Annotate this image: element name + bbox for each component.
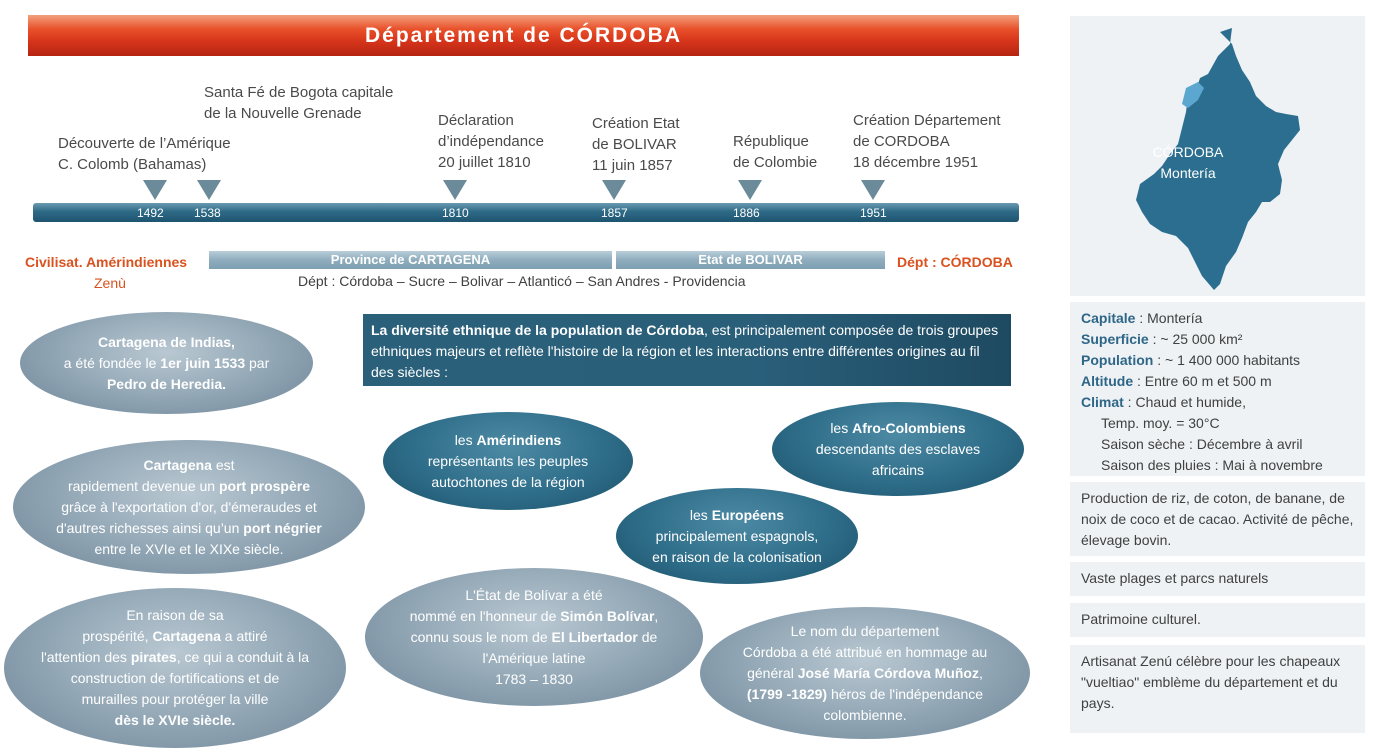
fact-value: Saison sèche : Décembre à avril (1101, 436, 1303, 452)
bubble-text: les (454, 431, 477, 448)
timeline-marker-1886 (738, 180, 762, 200)
bubble-text: principalement espagnols, (655, 527, 819, 544)
bubble-text: port négrier (243, 519, 322, 536)
fact-value: : Montería (1135, 310, 1203, 326)
bubble-text: grâce à l'exportation d'or, d'émeraudes et (61, 498, 317, 515)
event-text: C. Colomb (Bahamas) (58, 156, 207, 173)
timeline-event-1857 (592, 113, 680, 176)
fact-value: : Chaud et humide, (1123, 394, 1246, 410)
dept-list: Dépt : Córdoba – Sucre – Bolivar – Atlanticó – San Andres - Providencia (298, 273, 746, 289)
bubble-text: En raison de sa (126, 607, 224, 623)
bubble-text: Le nom du département (790, 622, 940, 639)
timeline-event-1538 (204, 82, 393, 124)
bubble-text: autochtones de la région (431, 473, 585, 490)
bubble-text: les (689, 506, 712, 523)
bubble-text: a été fondée le (63, 354, 161, 371)
bubble-text: général (747, 664, 798, 681)
plages-box: Vaste plages et parcs naturels (1070, 562, 1365, 596)
bubble-text: Cartagena (152, 628, 221, 644)
bubble-text: africains (871, 461, 925, 478)
timeline-event-1492 (58, 133, 231, 175)
map-panel (1070, 16, 1365, 296)
bubble-text: , ce qui a conduit à la (176, 649, 310, 665)
bubble-europeens (616, 488, 858, 584)
patrimoine-box: Patrimoine culturel. (1070, 603, 1365, 637)
period-band-bolivar: Etat de BOLIVAR (616, 251, 885, 269)
bubble-text: prospérité, (82, 628, 153, 644)
year-label: 1857 (601, 206, 628, 220)
bubble-text: l'attention des (40, 649, 131, 665)
timeline-marker-1538 (197, 180, 221, 200)
event-text: de CORDOBA (853, 133, 950, 150)
colombia-map (1070, 16, 1365, 296)
bubble-text: représentants les peuples (427, 452, 589, 469)
year-label: 1886 (733, 206, 760, 220)
year-label: 1810 (442, 206, 469, 220)
fact-key: Climat (1081, 394, 1124, 410)
bubble-text: , (978, 664, 983, 681)
bubble-cartagena-port (13, 440, 365, 574)
period-zenu: Zenù (94, 275, 126, 291)
bubble-department-name (700, 607, 1030, 739)
year-label: 1538 (194, 206, 221, 220)
fact-key: Population (1081, 352, 1154, 368)
fact-value: : ~ 25 000 km² (1148, 331, 1243, 347)
bubble-text: connu sous le nom de (410, 628, 552, 645)
period-band-cartagena: Province de CARTAGENA (209, 251, 612, 269)
bubble-text: Pedro de Heredia. (106, 375, 227, 392)
bubble-text: José María Córdova Muñoz (797, 664, 979, 681)
bubble-text: Européens (711, 506, 785, 523)
event-text: République (733, 133, 809, 150)
bubble-text: El Libertador (551, 628, 638, 645)
event-text: 18 décembre 1951 (853, 154, 979, 171)
bubble-text: descendants des esclaves (815, 440, 981, 457)
map-region-label: CÓRDOBA (1152, 144, 1224, 160)
fact-value: Temp. moy. = 30°C (1101, 415, 1220, 431)
bubble-text: Amérindiens (476, 431, 562, 448)
fact-key: Capitale (1081, 310, 1136, 326)
fact-value: Saison des pluies : Mai à novembre (1101, 457, 1323, 473)
ethnic-intro-box (363, 314, 1011, 386)
event-text: Santa Fé de Bogota capitale (204, 84, 394, 101)
bubble-afro-colombiens (772, 402, 1024, 496)
bubble-text: de (637, 628, 658, 645)
event-text: d’indépendance (438, 133, 544, 150)
event-text: de BOLIVAR (592, 136, 677, 153)
bubble-text: l'Amérique latine (482, 649, 586, 666)
event-text: Déclaration (438, 112, 514, 129)
bubble-text: pirates (130, 649, 177, 665)
bubble-text: est (211, 456, 235, 473)
bubble-text: construction de fortifications et de (70, 670, 280, 686)
bubble-text: Simón Bolívar (560, 607, 655, 624)
bubble-text: par (245, 354, 270, 371)
bubble-text: héros de l'indépendance (827, 685, 984, 702)
bubble-text: nommé en l'honneur de (409, 607, 561, 624)
period-cordoba: Dépt : CÓRDOBA (897, 254, 1013, 270)
facts-box (1070, 302, 1365, 476)
bubble-text: Córdoba a été attribué en hommage au (742, 643, 988, 660)
event-text: de Colombie (733, 154, 818, 171)
bubble-text: Cartagena (143, 456, 212, 473)
bubble-bolivar (365, 568, 703, 706)
year-label: 1492 (137, 206, 164, 220)
event-text: Création Etat (592, 115, 680, 132)
bubble-text: port prospère (218, 477, 310, 494)
bubble-text: , (654, 607, 659, 624)
timeline-marker-1492 (143, 180, 167, 200)
timeline-marker-1810 (443, 180, 467, 200)
fact-key: Superficie (1081, 331, 1149, 347)
bubble-text: dès le XVIe siècle. (114, 712, 236, 728)
intro-text: , est principalement composée de trois groupes ethniques majeurs et reflète l'histoire de la région et les interactions entre différentes origines au fil des siècles : (371, 322, 999, 380)
timeline-event-1810 (438, 110, 544, 173)
bubble-text: d'autres richesses ainsi qu’un (56, 519, 244, 536)
year-label: 1951 (860, 206, 887, 220)
bubble-amerindiens (383, 412, 633, 510)
fact-key: Altitude (1081, 373, 1134, 389)
fact-value: : ~ 1 400 000 habitants (1153, 352, 1301, 368)
bubble-text: rapidement devenue un (67, 477, 219, 494)
bubble-text: L'État de Bolívar a été (465, 586, 603, 603)
bubble-text: Cartagena de Indias, (98, 333, 235, 350)
bubble-pirates (4, 588, 346, 748)
production-box: Production de riz, de coton, de banane, de noix de coco et de cacao. Activité de pêche, élevage bovin. (1070, 482, 1365, 556)
timeline-marker-1857 (602, 180, 626, 200)
event-text: de la Nouvelle Grenade (204, 105, 362, 122)
intro-bold: La diversité ethnique de la population de Córdoba (371, 322, 704, 338)
bubble-text: entre le XVIe et le XIXe siècle. (94, 540, 284, 557)
fact-value: : Entre 60 m et 500 m (1133, 373, 1272, 389)
artisanat-box: Artisanat Zenú célèbre pour les chapeaux "vueltiao" emblème du département et du pays. (1070, 645, 1365, 733)
bubble-text: a attiré (220, 628, 268, 644)
bubble-text: les (830, 419, 853, 436)
bubble-text: Afro-Colombiens (852, 419, 966, 436)
event-text: 20 juillet 1810 (438, 154, 531, 171)
timeline-marker-1951 (861, 180, 885, 200)
bubble-text: colombienne. (823, 706, 907, 723)
bubble-text: murailles pour protéger la ville (81, 691, 269, 707)
period-amerindian: Civilisat. Amérindiennes (25, 254, 188, 270)
event-text: Création Département (853, 112, 1001, 129)
bubble-text: 1783 – 1830 (495, 670, 573, 687)
map-city-label: Montería (1160, 165, 1216, 181)
page-title: Département de CÓRDOBA (364, 23, 683, 47)
bubble-text: en raison de la colonisation (652, 548, 822, 565)
event-text: 11 juin 1857 (592, 157, 673, 174)
bubble-text: 1er juin 1533 (160, 354, 246, 371)
timeline-event-1886 (733, 131, 817, 173)
bubble-cartagena-founding (20, 312, 313, 414)
title-banner (28, 15, 1019, 56)
bubble-text: (1799 -1829) (746, 685, 828, 702)
event-text: Découverte de l’Amérique (58, 135, 231, 152)
timeline-event-1951 (853, 110, 1001, 173)
